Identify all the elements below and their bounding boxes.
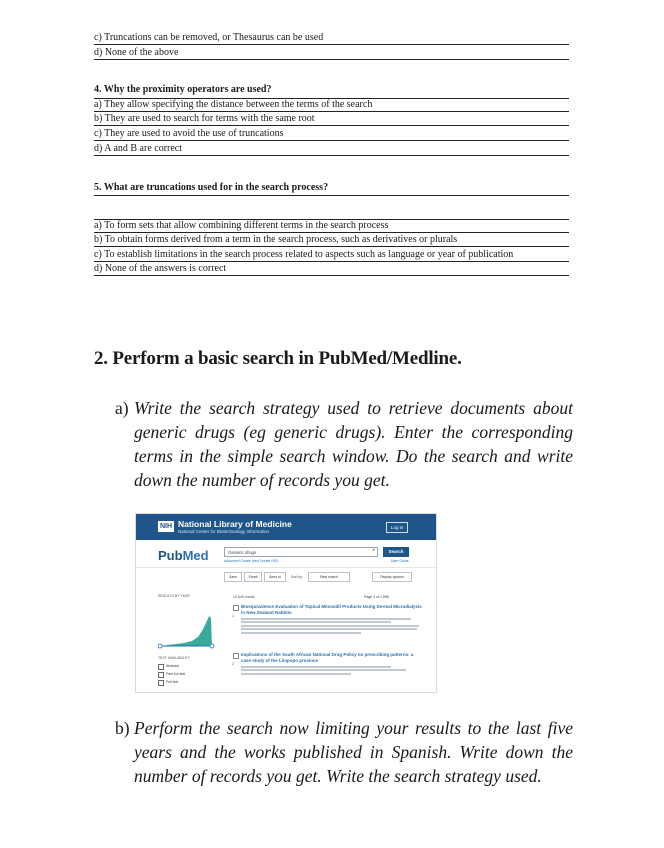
- email-button[interactable]: Email: [244, 572, 262, 582]
- section-2-title: 2. Perform a basic search in PubMed/Medline.: [94, 348, 462, 369]
- display-options-button[interactable]: Display options: [372, 572, 412, 582]
- q4-title: 4. Why the proximity operators are used?: [94, 84, 272, 95]
- filter-abstract-label: Abstract: [166, 664, 179, 668]
- q5-option-d: d) None of the answers is correct: [94, 263, 569, 276]
- result-title[interactable]: Implications of the South African National Drug Policy on prescribing patterns: a case study of the Limpopo province: [241, 652, 414, 663]
- pagination[interactable]: Page 1 of 1,065: [364, 595, 389, 599]
- results-by-year-chart[interactable]: [158, 604, 216, 650]
- logo-med: Med: [182, 548, 209, 563]
- send-to-button[interactable]: Send to: [264, 572, 286, 582]
- result-number: 1: [232, 614, 234, 618]
- sort-label: Sort by:: [291, 575, 304, 579]
- results-by-year-label: RESULTS BY YEAR: [158, 594, 190, 598]
- org-subtitle: National Center for Biotechnology Information: [178, 529, 270, 534]
- nih-logo: NIH: [159, 523, 173, 530]
- item-a: [115, 396, 573, 492]
- q4-option-b: b) They are used to search for terms with the same root: [94, 113, 569, 126]
- q5-title: 5. What are truncations used for in the search process?: [94, 182, 569, 196]
- result-number: 2: [232, 662, 234, 666]
- q5-option-b: b) To obtain forms derived from a term in the search process, such as derivatives or plurals: [94, 234, 569, 247]
- q3-option-d: d) None of the above: [94, 47, 569, 60]
- q5-option-c: c) To establish limitations in the search process related to aspects such as language or year of publication: [94, 249, 569, 262]
- slider-handle-start[interactable]: [158, 644, 162, 648]
- result-snippet-line: [241, 628, 417, 630]
- user-guide-link[interactable]: User Guide: [391, 559, 409, 563]
- org-name: National Library of Medicine: [178, 519, 292, 529]
- filter-full-text-checkbox[interactable]: [158, 680, 164, 686]
- item-a-marker: a): [115, 398, 129, 418]
- item-b-text: Perform the search now limiting your results to the last five years and the works published in Spanish. Write down the number of records you get. Write the search strategy used.: [134, 718, 573, 786]
- divider: [136, 567, 436, 568]
- filter-free-full-text-checkbox[interactable]: [158, 672, 164, 678]
- q4-option-a: a) They allow specifying the distance between the terms of the search: [94, 98, 569, 112]
- clear-icon[interactable]: ×: [372, 548, 376, 554]
- results-count: 10,646 results: [233, 595, 255, 599]
- search-button[interactable]: Search: [383, 547, 409, 557]
- result-snippet-line: [241, 632, 361, 634]
- result-title[interactable]: Bioequivalence Evaluation of Topical Minoxidil Products Using Dermal Microdialysis in New Zealand Rabbits: [241, 604, 422, 615]
- result-checkbox[interactable]: [233, 653, 239, 659]
- search-input[interactable]: Generic drugs: [224, 547, 378, 557]
- result-authors-line: [241, 666, 391, 668]
- text-availability-label: TEXT AVAILABILITY: [158, 656, 191, 660]
- q5-option-a: a) To form sets that allow combining different terms in the search process: [94, 219, 569, 233]
- slider-handle-end[interactable]: [210, 644, 214, 648]
- q3-option-c: c) Truncations can be removed, or Thesaurus can be used: [94, 32, 569, 45]
- advanced-links[interactable]: Advanced Create alert Create RSS: [224, 559, 279, 563]
- result-item[interactable]: [233, 652, 423, 675]
- result-checkbox[interactable]: [233, 605, 239, 611]
- result-snippet-line: [241, 625, 419, 627]
- item-b-marker: b): [115, 718, 130, 738]
- item-b: [115, 716, 573, 788]
- result-authors-line: [241, 618, 411, 620]
- result-citation-line: [241, 621, 391, 623]
- sort-select[interactable]: Best match: [308, 572, 350, 582]
- result-snippet-line: [241, 673, 351, 675]
- login-button[interactable]: Log in: [386, 522, 408, 533]
- item-a-text: Write the search strategy used to retrieve documents about generic drugs (eg generic drugs). Enter the corresponding terms in the simple search window. Do the search and write down the number of records you get.: [134, 398, 573, 490]
- q4-option-d: d) A and B are correct: [94, 143, 569, 156]
- q4-option-c: c) They are used to avoid the use of truncations: [94, 128, 569, 141]
- pubmed-screenshot: [135, 513, 437, 693]
- result-citation-line: [241, 669, 406, 671]
- save-button[interactable]: Save: [224, 572, 242, 582]
- pubmed-header: [136, 514, 436, 540]
- filter-free-full-text-label: Free full text: [166, 672, 186, 676]
- pubmed-logo: [158, 548, 209, 563]
- filter-abstract-checkbox[interactable]: [158, 664, 164, 670]
- result-item[interactable]: [233, 604, 423, 634]
- filter-full-text-label: Full text: [166, 680, 179, 684]
- logo-pub: Pub: [158, 548, 183, 563]
